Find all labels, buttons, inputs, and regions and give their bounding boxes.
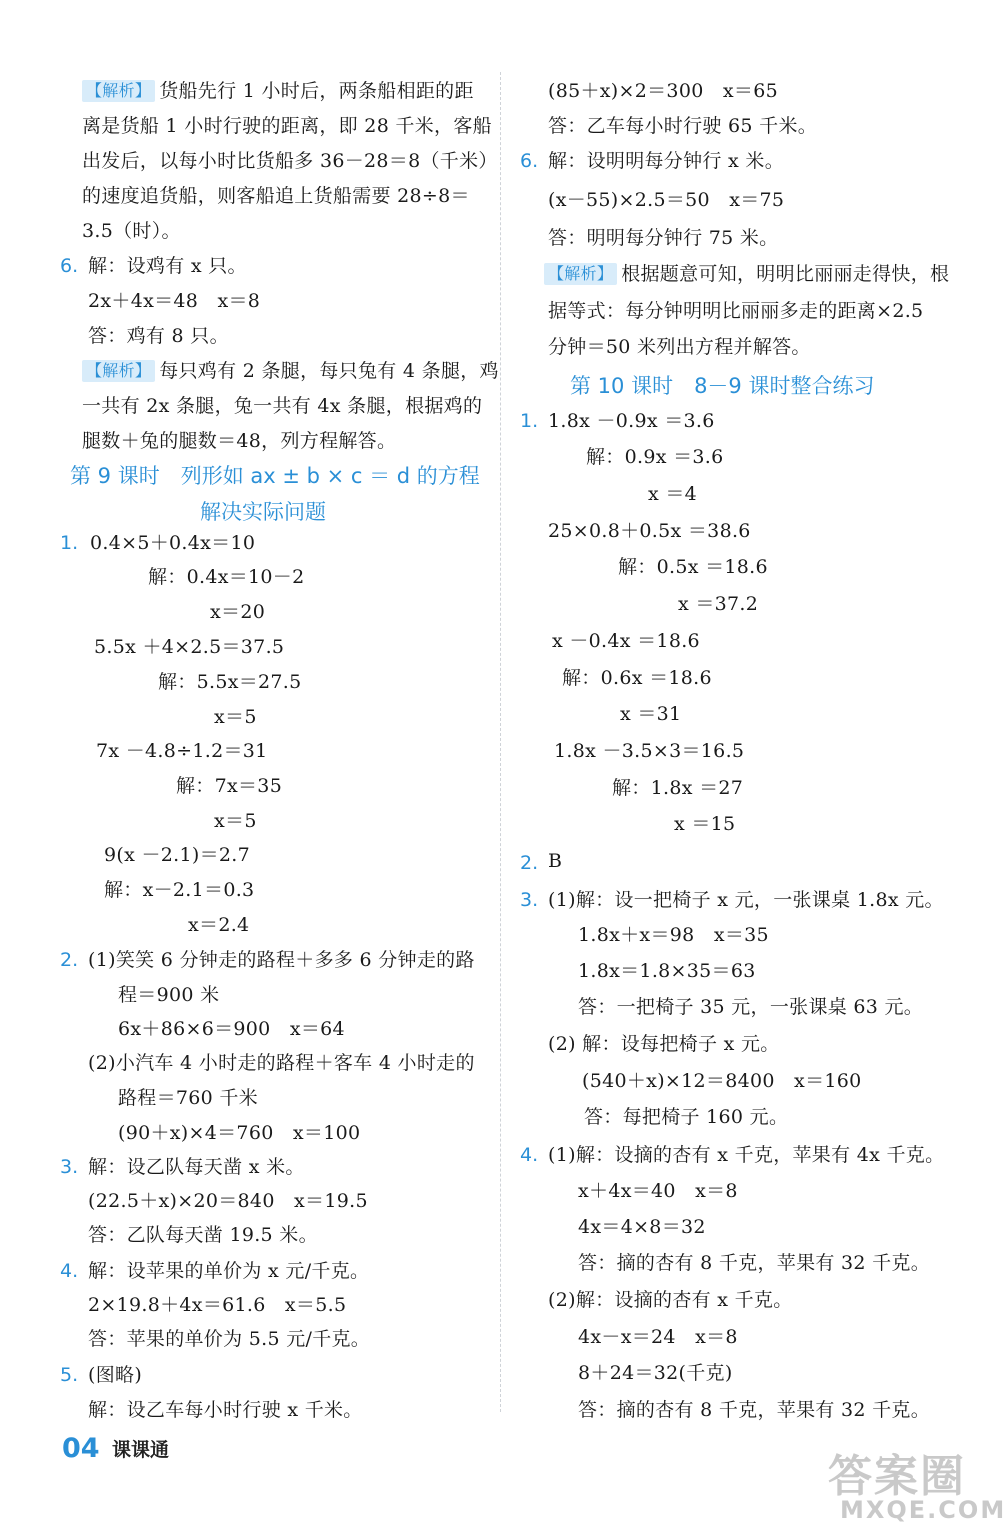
question-number: 3.: [60, 1156, 79, 1178]
analysis-1-line-3: 出发后，以每小时比货船多 36－28＝8（千米）: [82, 150, 498, 172]
s10q3-line-2: 1.8x＋x＝98 x＝35: [578, 924, 769, 946]
analysis-2-line-3: 腿数＋兔的腿数＝48，列方程解答。: [82, 430, 397, 452]
s9q3-line-2: (22.5＋x)×20＝840 x＝19.5: [88, 1190, 368, 1212]
s9q3-line-1: 解：设乙队每天凿 x 米。: [88, 1156, 305, 1178]
section-9-heading: 第 9 课时 列形如 ax ± b × c ＝ d 的方程: [70, 464, 480, 488]
s9q2-line-4: (2)小汽车 4 小时走的路程＋客车 4 小时走的: [88, 1052, 475, 1074]
s10q1-line-7: x －0.4x ＝18.6: [552, 630, 700, 652]
book-title: 课课通: [112, 1439, 170, 1461]
s9q1-line-10: 9(x －2.1)＝2.7: [104, 844, 251, 866]
question-number: 3.: [520, 889, 539, 911]
s9q2-line-3: 6x＋86×6＝900 x＝64: [118, 1018, 345, 1040]
r-q6-line-1: 解：设明明每分钟行 x 米。: [548, 150, 784, 172]
analysis-2-line-1: 【解析】 每只鸡有 2 条腿，每只兔有 4 条腿，鸡: [82, 358, 499, 384]
question-number: 5.: [60, 1364, 79, 1386]
analysis-1-line-4: 的速度追货船，则客船追上货船需要 28÷8＝: [82, 185, 470, 207]
question-number: 2.: [520, 852, 539, 874]
question-number: 4.: [60, 1260, 79, 1282]
analysis-tag: 【解析】: [82, 80, 155, 102]
s9q2-line-6: (90＋x)×4＝760 x＝100: [118, 1122, 361, 1144]
s10q1-line-10: 1.8x －3.5×3＝16.5: [554, 740, 745, 762]
q6-line-2: 2x＋4x＝48 x＝8: [88, 290, 261, 312]
q5-cont-line-1: (85＋x)×2＝300 x＝65: [548, 80, 778, 102]
r-q6-line-3: 答：明明每分钟行 75 米。: [548, 227, 779, 249]
s10q2-answer: B: [548, 850, 563, 872]
analysis-2-line-2: 一共有 2x 条腿，兔一共有 4x 条腿，根据鸡的: [82, 395, 483, 417]
s10q4-line-4: 答：摘的杏有 8 千克，苹果有 32 千克。: [578, 1252, 931, 1274]
s10q1-line-5: 解：0.5x ＝18.6: [618, 556, 768, 578]
s9q1-line-5: 解：5.5x＝27.5: [158, 671, 302, 693]
s10q4-line-5: (2)解：设摘的杏有 x 千克。: [548, 1289, 793, 1311]
s10q3-line-7: 答：每把椅子 160 元。: [584, 1106, 789, 1128]
s10q1-line-11: 解：1.8x ＝27: [612, 777, 744, 799]
s9q4-line-1: 解：设苹果的单价为 x 元/千克。: [88, 1260, 370, 1282]
s10q1-line-2: 解：0.9x ＝3.6: [586, 446, 724, 468]
watermark-url: MXQE.COM: [840, 1496, 1007, 1524]
analysis-1-line-1: 【解析】 货船先行 1 小时后，两条船相距的距: [82, 78, 474, 104]
s9q1-line-2: 解：0.4x＝10－2: [148, 566, 305, 588]
analysis-3-line-2: 据等式：每分钟明明比丽丽多走的距离×2.5: [548, 300, 924, 322]
s9q2-line-5: 路程＝760 千米: [118, 1087, 259, 1109]
section-10-heading: 第 10 课时 8－9 课时整合练习: [570, 374, 875, 398]
s9q2-line-2: 程＝900 米: [118, 984, 220, 1006]
s10q4-line-1: (1)解：设摘的杏有 x 千克，苹果有 4x 千克。: [548, 1144, 945, 1166]
question-number: 1.: [60, 532, 79, 554]
s9q1-line-12: x＝2.4: [188, 914, 250, 936]
s10q1-line-1: 1.8x －0.9x ＝3.6: [548, 410, 715, 432]
s10q1-line-4: 25×0.8＋0.5x ＝38.6: [548, 520, 751, 542]
s10q3-line-4: 答：一把椅子 35 元，一张课桌 63 元。: [578, 996, 924, 1018]
s9q1-line-1: 0.4×5＋0.4x＝10: [90, 532, 256, 554]
analysis-tag: 【解析】: [544, 263, 617, 285]
s10q3-line-1: (1)解：设一把椅子 x 元，一张课桌 1.8x 元。: [548, 889, 944, 911]
s10q3-line-6: (540＋x)×12＝8400 x＝160: [582, 1070, 862, 1092]
s9q1-line-3: x＝20: [210, 601, 266, 623]
s9q5-line-1: (图略): [88, 1364, 143, 1386]
s9q1-line-6: x＝5: [214, 706, 257, 728]
analysis-1-line-5: 3.5（时）。: [82, 220, 181, 242]
s9q1-line-7: 7x －4.8÷1.2＝31: [96, 740, 268, 762]
s9q1-line-11: 解：x－2.1＝0.3: [104, 879, 255, 901]
s10q4-line-6: 4x－x＝24 x＝8: [578, 1326, 738, 1348]
q6-line-1: 解：设鸡有 x 只。: [88, 255, 247, 277]
s10q4-line-7: 8＋24＝32(千克): [578, 1362, 733, 1384]
s9q4-line-2: 2×19.8＋4x＝61.6 x＝5.5: [88, 1294, 347, 1316]
s9q2-line-1: (1)笑笑 6 分钟走的路程＋多多 6 分钟走的路: [88, 949, 475, 971]
section-9-heading-line-2: 解决实际问题: [200, 500, 326, 524]
s9q1-line-4: 5.5x ＋4×2.5＝37.5: [94, 636, 285, 658]
question-number: 6.: [520, 150, 539, 172]
s10q1-line-3: x ＝4: [648, 483, 698, 505]
analysis-tag: 【解析】: [82, 360, 155, 382]
s9q5-line-2: 解：设乙车每小时行驶 x 千米。: [88, 1399, 363, 1421]
question-number: 4.: [520, 1144, 539, 1166]
watermark-logo: [828, 1440, 1007, 1530]
question-number: 2.: [60, 949, 79, 971]
analysis-1-line-2: 离是货船 1 小时行驶的距离，即 28 千米，客船: [82, 115, 492, 137]
column-divider: [500, 72, 501, 1412]
question-number: 6.: [60, 255, 79, 277]
s9q4-line-3: 答：苹果的单价为 5.5 元/千克。: [88, 1328, 371, 1350]
watermark-text: 答案圈: [828, 1451, 966, 1502]
s10q1-line-12: x ＝15: [674, 813, 736, 835]
q6-line-3: 答：鸡有 8 只。: [88, 325, 229, 347]
page-number: 04: [62, 1433, 100, 1464]
analysis-3-line-1: 【解析】 根据题意可知，明明比丽丽走得快，根: [544, 261, 949, 287]
s10q3-line-3: 1.8x＝1.8×35＝63: [578, 960, 756, 982]
s10q1-line-9: x ＝31: [620, 703, 682, 725]
q5-cont-line-2: 答：乙车每小时行驶 65 千米。: [548, 115, 818, 137]
analysis-3-line-3: 分钟＝50 米列出方程并解答。: [548, 336, 811, 358]
s10q1-line-6: x ＝37.2: [678, 593, 759, 615]
s10q4-line-3: 4x＝4×8＝32: [578, 1216, 706, 1238]
r-q6-line-2: (x－55)×2.5＝50 x＝75: [548, 189, 785, 211]
s9q3-line-3: 答：乙队每天凿 19.5 米。: [88, 1224, 318, 1246]
s9q1-line-9: x＝5: [214, 810, 257, 832]
question-number: 1.: [520, 410, 539, 432]
s9q1-line-8: 解：7x＝35: [176, 775, 283, 797]
s10q3-line-5: (2) 解：设每把椅子 x 元。: [548, 1033, 780, 1055]
s10q4-line-2: x＋4x＝40 x＝8: [578, 1180, 738, 1202]
s10q4-line-8: 答：摘的杏有 8 千克，苹果有 32 千克。: [578, 1399, 931, 1421]
s10q1-line-8: 解：0.6x ＝18.6: [562, 667, 712, 689]
